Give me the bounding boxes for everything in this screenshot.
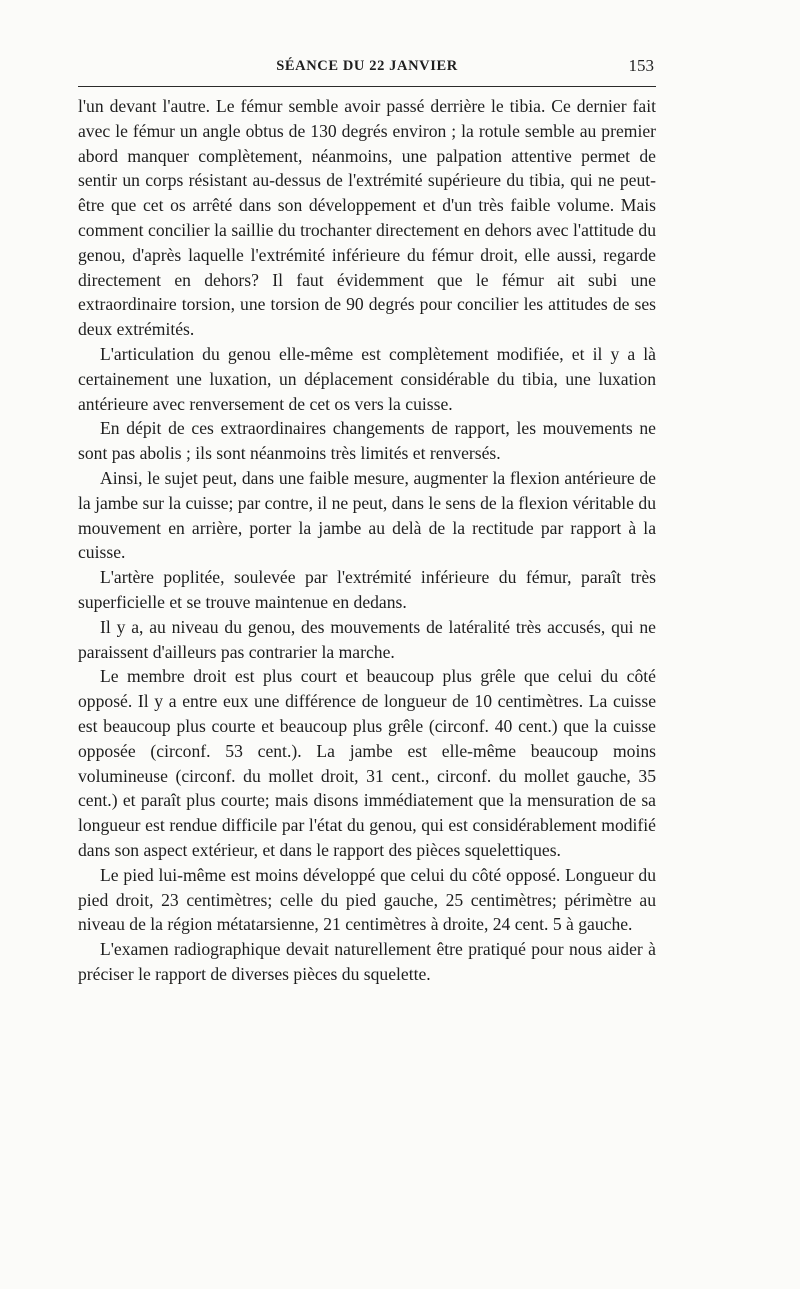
running-title: SÉANCE DU 22 JANVIER bbox=[276, 58, 458, 74]
paragraph: l'un devant l'autre. Le fémur semble avoir passé derrière le tibia. Ce dernier fait avec le fémur un angle obtus de 130 degrés environ ; la rotule semble au premier abord manquer complètement, néanmoins, une palpation attentive permet de sentir un corps résistant au-dessus de l'extrémité supérieure du tibia, qui ne peut-être que cet os arrêté dans son développement et d'un très faible volume. Mais comment concilier la saillie du trochanter directement en dehors avec l'attitude du genou, d'après laquelle l'extrémité inférieure du fémur droit, elle aussi, regarde directement en dehors? Il faut évidemment que le fémur ait subi une extraordinaire torsion, une torsion de 90 degrés pour concilier les attitudes de ses deux extrémités. bbox=[78, 96, 656, 340]
book-page bbox=[78, 48, 656, 987]
page-body bbox=[78, 94, 656, 987]
page-header bbox=[78, 48, 656, 87]
page-number: 153 bbox=[628, 56, 654, 75]
paragraph: En dépit de ces extraordinaires changements de rapport, les mouvements ne sont pas abolis ; ils sont néanmoins très limités et renversés. bbox=[78, 418, 656, 464]
paragraph: Le membre droit est plus court et beaucoup plus grêle que celui du côté opposé. Il y a entre eux une différence de longueur de 10 centimètres. La cuisse est beaucoup plus courte et beaucoup plus grêle (circonf. 40 cent.) que la cuisse opposée (circonf. 53 cent.). La jambe est elle-même beaucoup moins volumineuse (circonf. du mollet droit, 31 cent., circonf. du mollet gauche, 35 cent.) et paraît plus courte; mais disons immédiatement que la mensuration de sa longueur est rendue difficile par l'état du genou, qui est considérablement modifié dans son aspect extérieur, et dans le rapport des pièces squelettiques. bbox=[78, 666, 656, 860]
paragraph: Il y a, au niveau du genou, des mouvements de latéralité très accusés, qui ne paraissent d'ailleurs pas contrarier la marche. bbox=[78, 616, 656, 662]
paragraph: Ainsi, le sujet peut, dans une faible mesure, augmenter la flexion antérieure de la jambe sur la cuisse; par contre, il ne peut, dans le sens de la flexion véritable du mouvement en arrière, porter la jambe au delà de la rectitude par rapport à la cuisse. bbox=[78, 467, 656, 563]
paragraph: L'articulation du genou elle-même est complètement modifiée, et il y a là certainement une luxation, un déplacement considérable du tibia, une luxation antérieure avec renversement de cet os vers la cuisse. bbox=[78, 343, 656, 414]
paragraph: L'artère poplitée, soulevée par l'extrémité inférieure du fémur, paraît très superficielle et se trouve maintenue en dedans. bbox=[78, 567, 656, 612]
paragraph: Le pied lui-même est moins développé que celui du côté opposé. Longueur du pied droit, 23 centimètres; celle du pied gauche, 25 centimètres; périmètre au niveau de la région métatarsienne, 21 centimètres à droite, 24 cent. 5 à gauche. bbox=[78, 864, 656, 935]
paragraph: L'examen radiographique devait naturellement être pratiqué pour nous aider à préciser le rapport de diverses pièces du squelette. bbox=[78, 939, 656, 984]
